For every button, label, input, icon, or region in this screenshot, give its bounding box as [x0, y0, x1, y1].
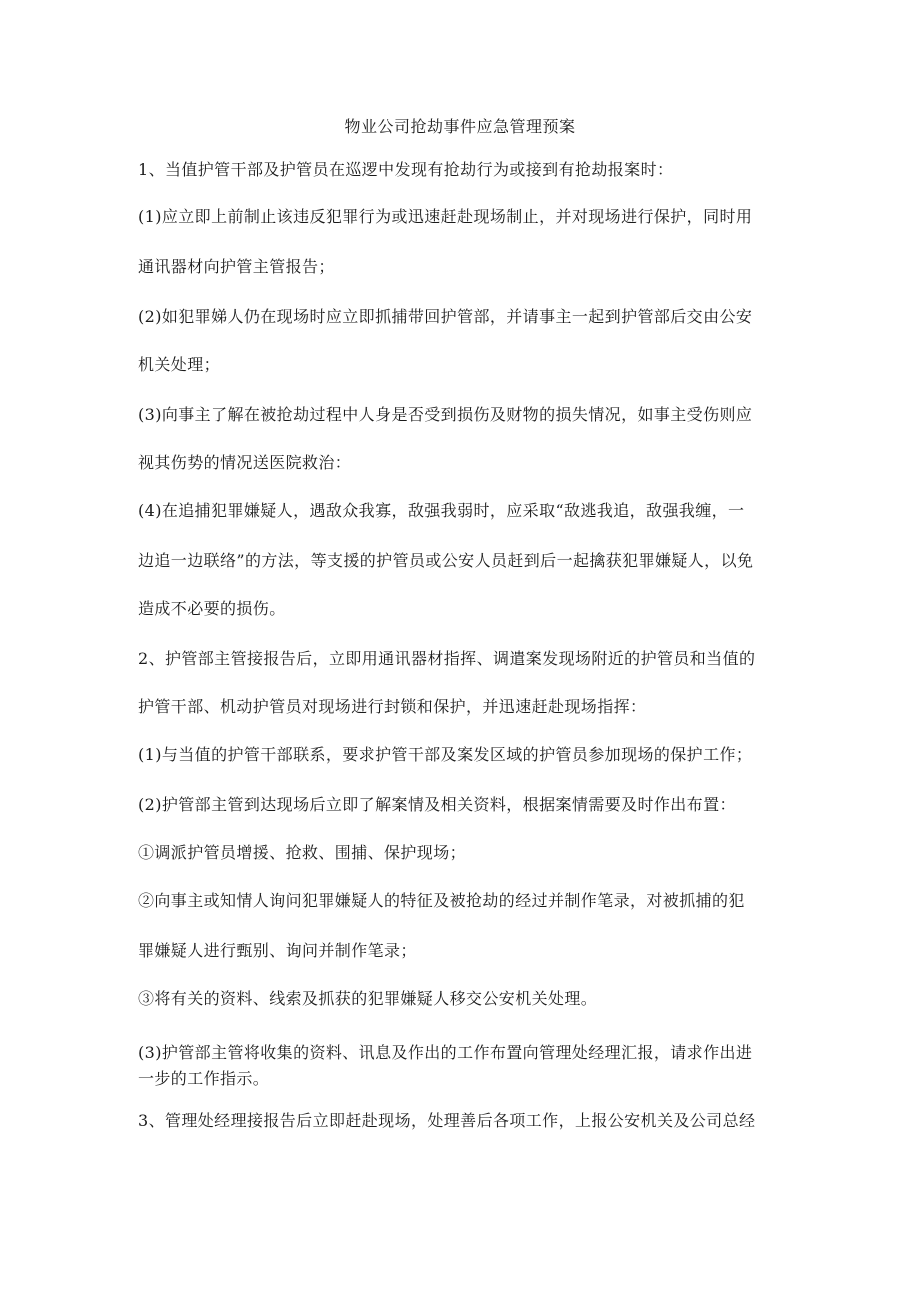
- paragraph-line: 3、管理处经理接报告后立即赶赴现场，处理善后各项工作，上报公安机关及公司总经: [138, 1111, 756, 1130]
- paragraph-line: ②向事主或知情人询问犯罪嫌疑人的特征及被抢劫的经过并制作笔录，对被抓捕的犯: [138, 891, 745, 910]
- paragraph-line: 机关处理；: [138, 355, 221, 374]
- paragraph-line: (3)向事主了解在被抢劫过程中人身是否受到损伤及财物的损失情况，如事主受伤则应: [138, 405, 753, 424]
- paragraph-line: 通讯器材向护管主管报告；: [138, 257, 335, 276]
- document-title: 物业公司抢劫事件应急管理预案: [344, 117, 576, 136]
- paragraph-line: 护管干部、机动护管员对现场进行封锁和保护，并迅速赶赴现场指挥：: [138, 697, 647, 716]
- paragraph-line: (2)如犯罪娣人仍在现场时应立即抓捕带回护管部，并请事主一起到护管部后交由公安: [138, 307, 753, 326]
- paragraph-line: 一步的工作指示。: [138, 1069, 270, 1088]
- paragraph-line: ①调派护管员增援、抢救、围捕、保护现场；: [138, 843, 467, 862]
- paragraph-line: 2、护管部主管接报告后，立即用通讯器材指挥、调遣案发现场附近的护管员和当值的: [138, 649, 756, 668]
- paragraph-line: (2)护管部主管到达现场后立即了解案情及相关资料，根据案情需要及时作出布置：: [138, 795, 736, 814]
- paragraph-line: (4)在追捕犯罪嫌疑人，遇敌众我寡，敌强我弱时，应采取“敌逃我追，敌强我缠，一: [138, 501, 745, 520]
- paragraph-line: 1、当值护管干部及护管员在巡逻中发现有抢劫行为或接到有抢劫报案时：: [138, 160, 674, 179]
- paragraph-line: 造成不必要的损伤。: [138, 599, 286, 618]
- paragraph-line: 边追一边联络”的方法，等支援的护管员或公安人员赶到后一起擒获犯罪嫌疑人，以免: [138, 551, 754, 570]
- paragraph-line: 视其伤势的情况送医院救治：: [138, 453, 352, 472]
- paragraph-line: (1)应立即上前制止该违反犯罪行为或迅速赶赴现场制止，并对现场进行保护，同时用: [138, 207, 753, 226]
- paragraph-line: (3)护管部主管将收集的资料、讯息及作出的工作布置向管理处经理汇报，请求作出进: [138, 1043, 753, 1062]
- paragraph-line: ③将有关的资料、线索及抓获的犯罪嫌疑人移交公安机关处理。: [138, 989, 598, 1008]
- paragraph-line: (1)与当值的护管干部联系，要求护管干部及案发区域的护管员参加现场的保护工作；: [138, 745, 753, 764]
- paragraph-line: 罪嫌疑人进行甄别、询问并制作笔录；: [138, 941, 417, 960]
